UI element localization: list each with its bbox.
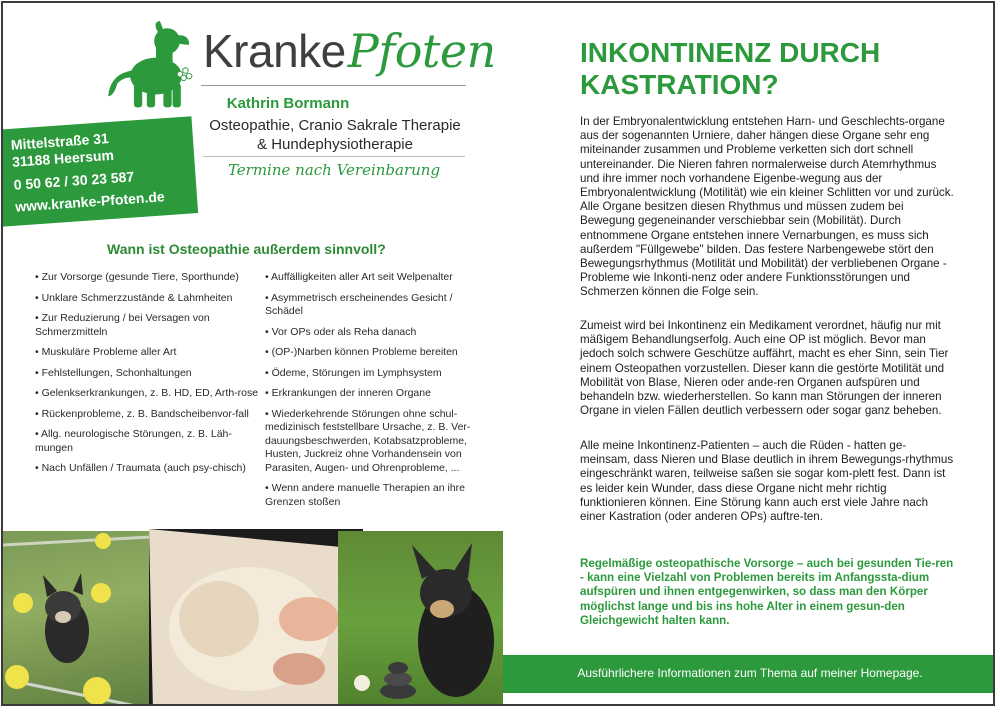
- brand-part-kranke: Kranke: [203, 25, 346, 77]
- article-paragraph: In der Embryonalentwicklung entstehen Harn- und Geschlechts-organe aus der sogenannten Urniere, daher hängen diese Organe sehr eng miteinander zusammen und Probleme verketten sich dort schnell untereinander. Die Nieren fahren normalerweise durch Atemrhythmus und ihre immer noch vorhandene Eigenbe-wegung aus der Embryonalentwicklung (Motilität) wie ein kleiner Schlitten vor und zurück. Alle Organe besitzen diesen Rhythmus und müssen zudem bei Bewegung gegeneinander verschiebbar sein (Mobilität). Durch entnommene Organe entstehen innere Vernarbungen, es muss sich außerdem "Füllgewebe" bilden. Das festere Narbengewebe stört den Bewegungsrhythmus (Motilität und Mobilität) der verbliebenen Organe - Probleme wie Inkonti-nenz oder andere Funktionsstörungen und Schmerzen können die Folge sein.: [580, 115, 954, 299]
- list-item: • Vor OPs oder als Reha danach: [265, 326, 491, 340]
- list-item: • (OP-)Narben können Probleme bereiten: [265, 346, 491, 360]
- photo-dog-treatment: [149, 529, 363, 706]
- services-divider: [203, 156, 465, 157]
- article-paragraph: Zumeist wird bei Inkontinenz ein Medikament verordnet, häufig nur mit mäßigem Behandlungserfolg. Auch eine OP ist möglich. Bevor man jedoch solch schwere Geschütze auffährt, macht es eher Sinn, sein Tier einem Osteopathen vorzustellen. Dieser kann die gestörte Motilität und Mobilität von Blase, Nieren oder ande-ren Organen aufspüren und behandeln bzw. wiederherstellen. So kann man Störungen der inneren Organe in vielen Fällen deutlich verbessern oder sogar ganz beheben.: [580, 319, 949, 418]
- list-item: • Fehlstellungen, Schonhaltungen: [35, 367, 263, 381]
- indications-list-right: [265, 271, 491, 516]
- list-item: • Auffälligkeiten aller Art seit Welpenalter: [265, 271, 491, 285]
- appointment-note: Termine nach Vereinbarung: [227, 161, 441, 179]
- list-item: • Zur Reduzierung / bei Versagen von Schmerzmitteln: [35, 312, 263, 339]
- list-item: • Wiederkehrende Störungen ohne schul-medizinisch feststellbare Ursache, z. B. Ver-dauungsbeschwerden, Kotabsatzprobleme, Husten, Juckreiz ohne Vorhandensein von Parasiten, Augen- und Ohrenprobleme, ...: [265, 408, 491, 476]
- list-item: • Allg. neurologische Störungen, z. B. Läh-mungen: [35, 428, 263, 455]
- logo-divider: [201, 85, 466, 86]
- brand-name: [203, 23, 496, 79]
- dog-photo-graphic: [3, 531, 151, 706]
- contact-website[interactable]: www.kranke-Pfoten.de: [14, 188, 166, 215]
- list-item: • Asymmetrisch erscheinendes Gesicht / Schädel: [265, 292, 491, 319]
- footer-bar: [503, 655, 995, 693]
- list-item: • Rückenprobleme, z. B. Bandscheibenvor-fall: [35, 408, 263, 422]
- list-item: • Gelenkserkrankungen, z. B. HD, ED, Arth-rose: [35, 387, 263, 401]
- flyer-page: [1, 1, 995, 706]
- footer-text[interactable]: Ausführlichere Informationen zum Thema auf meiner Homepage.: [577, 666, 923, 680]
- list-item: • Wenn andere manuelle Therapien an ihre Grenzen stoßen: [265, 482, 491, 509]
- photo-dog-stones: [338, 531, 503, 706]
- dog-stones-photo-graphic: [338, 531, 503, 706]
- list-item: • Zur Vorsorge (gesunde Tiere, Sporthunde): [35, 271, 263, 285]
- list-item: • Erkrankungen der inneren Organe: [265, 387, 491, 401]
- contact-city: 31188 Heersum: [11, 146, 115, 170]
- question-title: Wann ist Osteopathie außerdem sinnvoll?: [107, 241, 386, 257]
- services-line-2: & Hundephysiotherapie: [257, 136, 413, 153]
- article-paragraph: Alle meine Inkontinenz-Patienten – auch die Rüden - hatten ge-meinsam, dass Nieren und Blase deutlich in ihrem Bewegungs-rhythmus eingeschränkt waren, teilweise saßen sie sogar kom-plett fest. Dann ist es leider kein Wunder, dass diese Organe nicht mehr richtig funktionieren können. Eine Störung kann auch erst viele Jahre nach einer Kastration (oder anderen OPs) auftre-ten.: [580, 439, 954, 524]
- services-line-1: Osteopathie, Cranio Sakrale Therapie: [209, 117, 461, 134]
- treatment-photo-graphic: [149, 529, 363, 706]
- contact-box: [1, 116, 198, 227]
- photo-dog-agility: [3, 531, 151, 706]
- indications-list-left: [35, 271, 263, 483]
- article-highlight-paragraph: Regelmäßige osteopathische Vorsorge – auch bei gesunden Tie-ren - kann eine Vielzahl von Problemen bereits im Anfangssta-dium aufspüren und ihnen entgegenwirken, so dass man den Körper möglichst lange und bis ins hohe Alter in einem gesun-den Gleichgewicht halten kann.: [580, 557, 954, 627]
- list-item: • Ödeme, Störungen im Lymphsystem: [265, 367, 491, 381]
- list-item: • Nach Unfällen / Traumata (auch psy-chisch): [35, 462, 263, 476]
- brand-part-pfoten: Pfoten: [347, 24, 496, 78]
- services-text: [200, 116, 470, 154]
- article-title: INKONTINENZ DURCH KASTRATION?: [580, 37, 881, 100]
- list-item: • Muskuläre Probleme aller Art: [35, 346, 263, 360]
- contact-phone: 0 50 62 / 30 23 587: [13, 168, 135, 193]
- list-item: • Unklare Schmerzzustände & Lahmheiten: [35, 292, 263, 306]
- contact-street: Mittelstraße 31: [10, 130, 110, 153]
- owner-name: Kathrin Bormann: [226, 95, 350, 112]
